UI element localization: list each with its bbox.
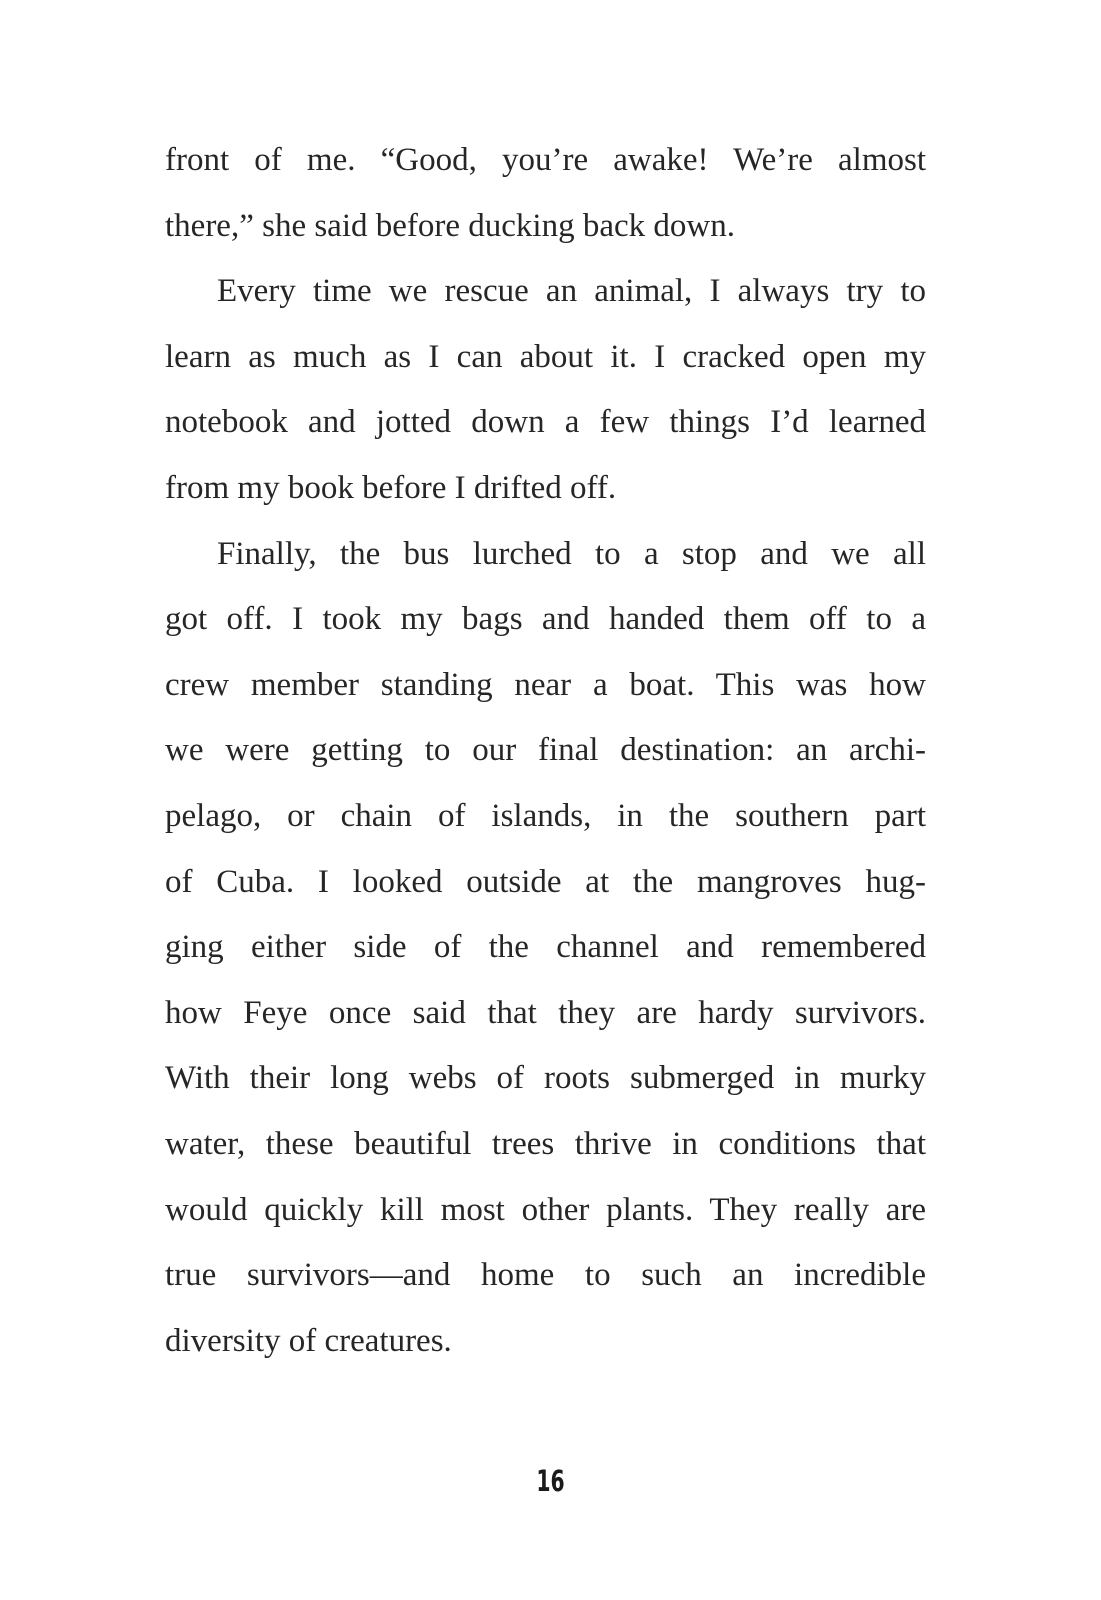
paragraph	[165, 522, 926, 1375]
page-number: 16	[536, 1464, 565, 1498]
text-line: would quickly kill most other plants. They really are	[165, 1191, 926, 1228]
paragraph	[165, 259, 926, 521]
body-text	[165, 128, 926, 1374]
text-line: Finally, the bus lurched to a stop and we all	[217, 535, 926, 572]
text-line: pelago, or chain of islands, in the southern part	[165, 797, 926, 834]
text-line: got off. I took my bags and handed them off to a	[165, 601, 926, 638]
paragraph	[165, 128, 926, 259]
text-line: Every time we rescue an animal, I always try to	[217, 273, 926, 310]
text-line: true survivors—and home to such an incredible	[165, 1257, 926, 1294]
text-line: ging either side of the channel and remembered	[165, 929, 926, 966]
text-line: crew member standing near a boat. This was how	[165, 666, 926, 703]
text-line: we were getting to our final destination: an archi-	[165, 732, 926, 769]
text-line: With their long webs of roots submerged in murky	[165, 1060, 926, 1097]
text-line: of Cuba. I looked outside at the mangroves hug-	[165, 863, 926, 900]
text-line: learn as much as I can about it. I cracked open my	[165, 338, 926, 375]
text-line: how Feye once said that they are hardy survivors.	[165, 994, 926, 1031]
text-line: notebook and jotted down a few things I’d learned	[165, 404, 926, 441]
text-line: front of me. “Good, you’re awake! We’re almost	[165, 142, 926, 178]
text-line: from my book before I drifted off.	[165, 469, 617, 506]
text-line: diversity of creatures.	[165, 1322, 452, 1359]
text-line: water, these beautiful trees thrive in conditions that	[165, 1125, 926, 1162]
text-line: there,” she said before ducking back down.	[165, 207, 735, 244]
